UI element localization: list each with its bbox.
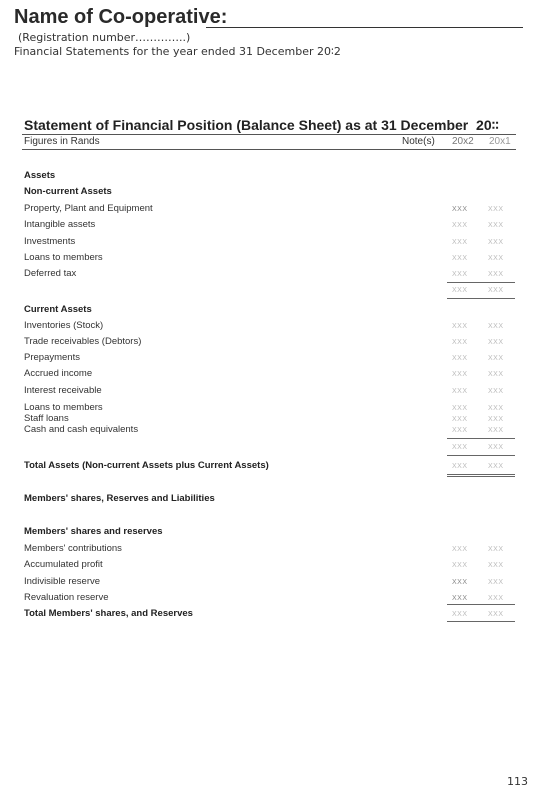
line-item-label: Cash and cash equivalents	[24, 424, 139, 435]
amount-prior-year: XXX	[488, 427, 504, 434]
line-item-label: Inventories (Stock)	[24, 320, 104, 331]
statement-title	[24, 117, 499, 134]
page-number: 113	[507, 775, 528, 788]
col-year-prior: 20x1	[489, 136, 511, 147]
amount-prior-year: XXX	[488, 222, 504, 229]
amount-prior-year: XXX	[488, 323, 504, 330]
header-rule-bottom	[22, 149, 516, 150]
cooperative-name-label: Name of Co-operative:	[14, 6, 228, 28]
amount-prior-year: XXX	[488, 271, 504, 278]
line-item-label: Prepayments	[24, 352, 80, 363]
amount-current-year: XXX	[452, 579, 468, 586]
amount-current-year: XXX	[452, 595, 468, 602]
noncurrent-assets-heading: Non-current Assets	[24, 186, 112, 197]
line-item-label: Property, Plant and Equipment	[24, 203, 153, 214]
line-item-label: Staff loans	[24, 413, 69, 424]
col-figures-in-rands: Figures in Rands	[24, 136, 100, 147]
statement-title-year: 20∶∶	[476, 117, 499, 133]
noncurrent-subtotal-prior-year: XXX	[488, 287, 504, 294]
total-members-shares-current-year: XXX	[452, 611, 468, 618]
line-item-label: Deferred tax	[24, 268, 77, 279]
amount-current-year: XXX	[452, 388, 468, 395]
total-assets-prior-year: XXX	[488, 463, 504, 470]
members-shares-reserves-heading: Members' shares and reserves	[24, 526, 163, 537]
total-assets-label: Total Assets (Non-current Assets plus Current Assets)	[24, 460, 269, 471]
current-subtotal-current-year: XXX	[452, 444, 468, 451]
amount-prior-year: XXX	[488, 388, 504, 395]
line-item-label: Loans to members	[24, 252, 103, 263]
total-members-shares-label: Total Members' shares, and Reserves	[24, 608, 193, 619]
statement-title-text: Statement of Financial Position (Balance Sheet) as at 31 December	[24, 117, 469, 133]
amount-current-year: XXX	[452, 323, 468, 330]
total-underline	[447, 474, 515, 475]
subtotal-underline	[447, 455, 515, 456]
amount-prior-year: XXX	[488, 255, 504, 262]
line-item-label: Members' contributions	[24, 543, 122, 554]
amount-current-year: XXX	[452, 339, 468, 346]
amount-current-year: XXX	[452, 355, 468, 362]
amount-prior-year: XXX	[488, 405, 504, 412]
line-item-label: Intangible assets	[24, 219, 96, 230]
amount-current-year: XXX	[452, 371, 468, 378]
amount-prior-year: XXX	[488, 416, 504, 423]
amount-prior-year: XXX	[488, 239, 504, 246]
amount-current-year: XXX	[452, 427, 468, 434]
line-item-label: Loans to members	[24, 402, 103, 413]
amount-prior-year: XXX	[488, 579, 504, 586]
cooperative-name-blank-line	[206, 27, 523, 28]
line-item-label: Trade receivables (Debtors)	[24, 336, 142, 347]
amount-current-year: XXX	[452, 271, 468, 278]
total-double-underline	[447, 476, 515, 477]
amount-prior-year: XXX	[488, 206, 504, 213]
amount-current-year: XXX	[452, 405, 468, 412]
subtotal-rule	[447, 282, 515, 283]
amount-current-year: XXX	[452, 206, 468, 213]
subtotal-rule	[447, 438, 515, 439]
col-year-current: 20x2	[452, 136, 474, 147]
current-subtotal-prior-year: XXX	[488, 444, 504, 451]
registration-number-line: (Registration number…………..)	[18, 31, 191, 44]
line-item-label: Revaluation reserve	[24, 592, 109, 603]
current-assets-heading: Current Assets	[24, 304, 92, 315]
financial-statements-subtitle: Financial Statements for the year ended 31 December 20∶2	[14, 45, 341, 58]
amount-current-year: XXX	[452, 562, 468, 569]
amount-prior-year: XXX	[488, 595, 504, 602]
line-item-label: Investments	[24, 236, 76, 247]
total-members-shares-prior-year: XXX	[488, 611, 504, 618]
amount-current-year: XXX	[452, 416, 468, 423]
amount-current-year: XXX	[452, 255, 468, 262]
amount-prior-year: XXX	[488, 562, 504, 569]
line-item-label: Indivisible reserve	[24, 576, 101, 587]
total-assets-current-year: XXX	[452, 463, 468, 470]
amount-current-year: XXX	[452, 546, 468, 553]
noncurrent-subtotal-current-year: XXX	[452, 287, 468, 294]
header-rule-top	[22, 134, 516, 135]
amount-prior-year: XXX	[488, 339, 504, 346]
total-underline	[447, 621, 515, 622]
line-item-label: Accrued income	[24, 368, 93, 379]
line-item-label: Interest receivable	[24, 385, 102, 396]
amount-prior-year: XXX	[488, 546, 504, 553]
amount-current-year: XXX	[452, 239, 468, 246]
amount-prior-year: XXX	[488, 371, 504, 378]
subtotal-underline	[447, 298, 515, 299]
amount-prior-year: XXX	[488, 355, 504, 362]
amount-current-year: XXX	[452, 222, 468, 229]
equity-liabilities-heading: Members' shares, Reserves and Liabilities	[24, 493, 215, 504]
col-notes: Note(s)	[402, 136, 435, 147]
line-item-label: Accumulated profit	[24, 559, 103, 570]
assets-heading: Assets	[24, 170, 56, 181]
subtotal-rule	[447, 604, 515, 605]
